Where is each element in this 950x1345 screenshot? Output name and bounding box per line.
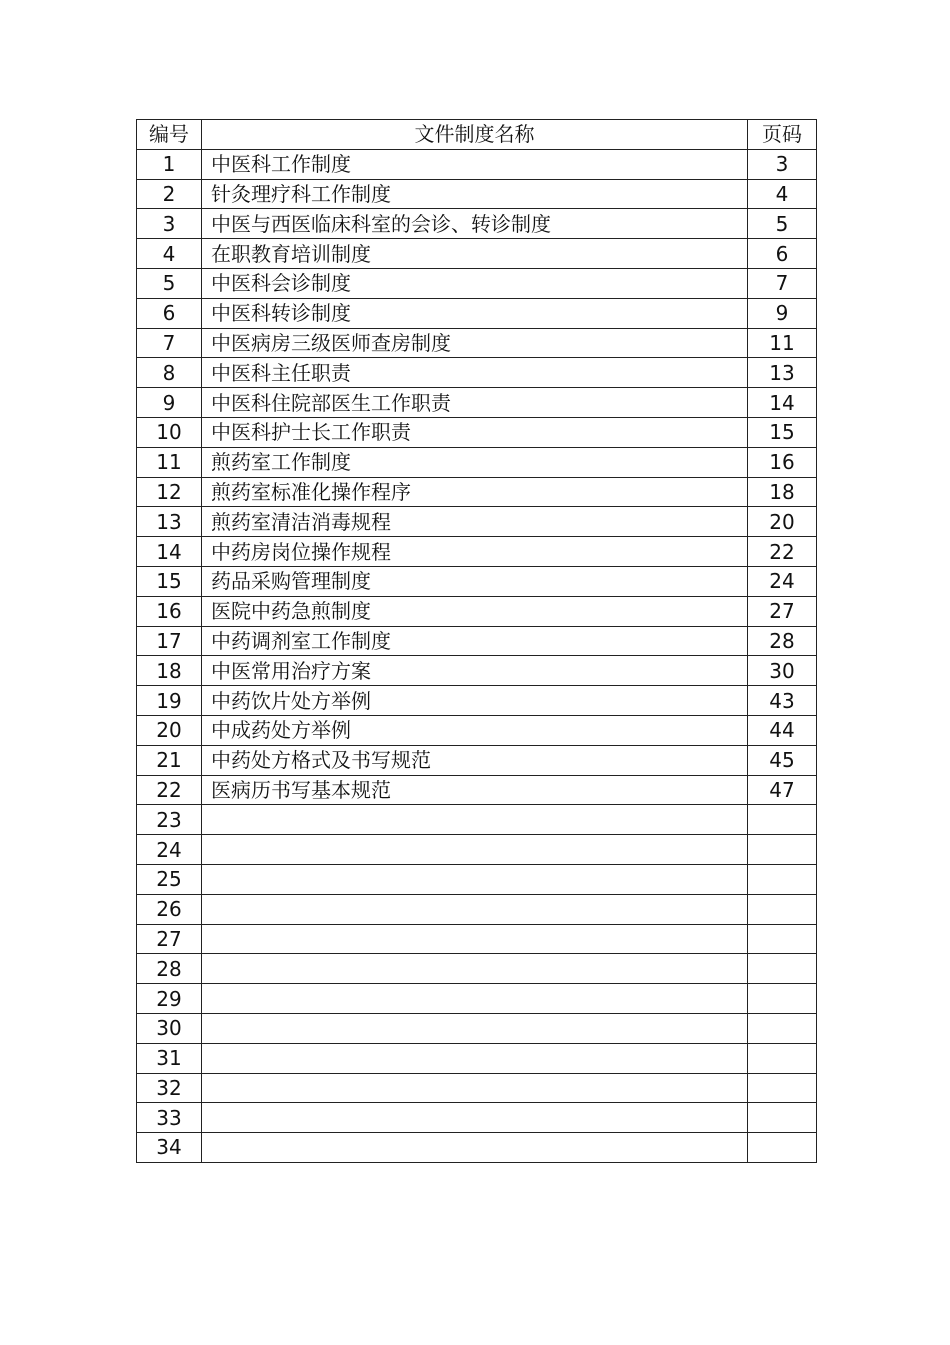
- row-number: 9: [137, 388, 202, 418]
- row-document-name: 中医科工作制度: [202, 149, 748, 179]
- table-row: [137, 1013, 817, 1043]
- row-document-name: [202, 954, 748, 984]
- row-page-number: [748, 805, 817, 835]
- row-page-number: 27: [748, 596, 817, 626]
- row-page-number: [748, 894, 817, 924]
- row-document-name: [202, 924, 748, 954]
- row-number: 31: [137, 1043, 202, 1073]
- table-row: [137, 596, 817, 626]
- row-number: 26: [137, 894, 202, 924]
- table-row: [137, 268, 817, 298]
- table-row: [137, 388, 817, 418]
- row-document-name: 药品采购管理制度: [202, 566, 748, 596]
- row-number: 3: [137, 209, 202, 239]
- row-page-number: 3: [748, 149, 817, 179]
- row-document-name: [202, 1043, 748, 1073]
- row-number: 20: [137, 715, 202, 745]
- row-page-number: 22: [748, 537, 817, 567]
- row-number: 21: [137, 745, 202, 775]
- row-page-number: 5: [748, 209, 817, 239]
- row-page-number: 4: [748, 179, 817, 209]
- row-document-name: [202, 1073, 748, 1103]
- row-number: 2: [137, 179, 202, 209]
- row-number: 33: [137, 1103, 202, 1133]
- row-document-name: 中药饮片处方举例: [202, 686, 748, 716]
- row-number: 19: [137, 686, 202, 716]
- row-document-name: 中药房岗位操作规程: [202, 537, 748, 567]
- row-page-number: [748, 864, 817, 894]
- row-number: 1: [137, 149, 202, 179]
- row-page-number: 43: [748, 686, 817, 716]
- table-row: [137, 805, 817, 835]
- table-row: [137, 537, 817, 567]
- row-document-name: 中医常用治疗方案: [202, 656, 748, 686]
- row-number: 15: [137, 566, 202, 596]
- row-number: 29: [137, 984, 202, 1014]
- table-row: [137, 298, 817, 328]
- row-page-number: 11: [748, 328, 817, 358]
- row-document-name: 煎药室标准化操作程序: [202, 477, 748, 507]
- table-row: [137, 745, 817, 775]
- row-number: 25: [137, 864, 202, 894]
- row-document-name: [202, 894, 748, 924]
- row-page-number: [748, 984, 817, 1014]
- table-row: [137, 954, 817, 984]
- row-number: 32: [137, 1073, 202, 1103]
- row-page-number: [748, 1133, 817, 1163]
- table-row: [137, 1073, 817, 1103]
- row-number: 16: [137, 596, 202, 626]
- row-number: 24: [137, 835, 202, 865]
- table-row: [137, 686, 817, 716]
- row-document-name: 中医科护士长工作职责: [202, 417, 748, 447]
- row-number: 14: [137, 537, 202, 567]
- table-row: [137, 656, 817, 686]
- row-page-number: 24: [748, 566, 817, 596]
- table-row: [137, 179, 817, 209]
- row-document-name: 在职教育培训制度: [202, 239, 748, 269]
- table-row: [137, 1133, 817, 1163]
- table-body: [137, 149, 817, 1162]
- row-number: 23: [137, 805, 202, 835]
- table-row: [137, 239, 817, 269]
- table-row: [137, 864, 817, 894]
- row-document-name: [202, 864, 748, 894]
- row-number: 13: [137, 507, 202, 537]
- row-number: 34: [137, 1133, 202, 1163]
- table-row: [137, 209, 817, 239]
- table-row: [137, 835, 817, 865]
- row-number: 18: [137, 656, 202, 686]
- row-document-name: 针灸理疗科工作制度: [202, 179, 748, 209]
- row-page-number: 18: [748, 477, 817, 507]
- row-page-number: [748, 1013, 817, 1043]
- row-number: 11: [137, 447, 202, 477]
- row-page-number: [748, 1103, 817, 1133]
- table-row: [137, 417, 817, 447]
- row-document-name: 中医科转诊制度: [202, 298, 748, 328]
- row-number: 6: [137, 298, 202, 328]
- row-page-number: 44: [748, 715, 817, 745]
- table-row: [137, 924, 817, 954]
- row-number: 8: [137, 358, 202, 388]
- row-document-name: 中医科主任职责: [202, 358, 748, 388]
- table-row: [137, 447, 817, 477]
- row-document-name: 中成药处方举例: [202, 715, 748, 745]
- row-page-number: 16: [748, 447, 817, 477]
- table-row: [137, 1043, 817, 1073]
- row-document-name: 中药处方格式及书写规范: [202, 745, 748, 775]
- table-row: [137, 894, 817, 924]
- table-row: [137, 1103, 817, 1133]
- row-document-name: 煎药室清洁消毒规程: [202, 507, 748, 537]
- row-page-number: 6: [748, 239, 817, 269]
- row-document-name: [202, 984, 748, 1014]
- row-document-name: [202, 1133, 748, 1163]
- table-row: [137, 328, 817, 358]
- row-document-name: 中医科住院部医生工作职责: [202, 388, 748, 418]
- row-number: 10: [137, 417, 202, 447]
- table-row: [137, 775, 817, 805]
- table-row: [137, 149, 817, 179]
- table-row: [137, 507, 817, 537]
- row-number: 12: [137, 477, 202, 507]
- row-document-name: 医院中药急煎制度: [202, 596, 748, 626]
- row-page-number: [748, 1043, 817, 1073]
- row-page-number: 7: [748, 268, 817, 298]
- row-document-name: 医病历书写基本规范: [202, 775, 748, 805]
- row-document-name: [202, 1013, 748, 1043]
- row-page-number: 20: [748, 507, 817, 537]
- row-document-name: [202, 805, 748, 835]
- row-document-name: [202, 1103, 748, 1133]
- table-row: [137, 626, 817, 656]
- row-page-number: 28: [748, 626, 817, 656]
- table-row: [137, 477, 817, 507]
- row-page-number: 9: [748, 298, 817, 328]
- row-page-number: 45: [748, 745, 817, 775]
- row-number: 27: [137, 924, 202, 954]
- row-number: 5: [137, 268, 202, 298]
- row-document-name: 中医与西医临床科室的会诊、转诊制度: [202, 209, 748, 239]
- row-page-number: 47: [748, 775, 817, 805]
- row-document-name: 中药调剂室工作制度: [202, 626, 748, 656]
- row-page-number: 30: [748, 656, 817, 686]
- table-row: [137, 984, 817, 1014]
- row-page-number: [748, 954, 817, 984]
- row-page-number: 15: [748, 417, 817, 447]
- row-document-name: 煎药室工作制度: [202, 447, 748, 477]
- toc-table: [136, 119, 817, 1163]
- row-page-number: 14: [748, 388, 817, 418]
- row-page-number: 13: [748, 358, 817, 388]
- row-document-name: [202, 835, 748, 865]
- table-row: [137, 358, 817, 388]
- row-document-name: 中医科会诊制度: [202, 268, 748, 298]
- row-page-number: [748, 924, 817, 954]
- row-number: 4: [137, 239, 202, 269]
- row-page-number: [748, 1073, 817, 1103]
- header-page: 页码: [748, 120, 817, 150]
- row-number: 30: [137, 1013, 202, 1043]
- header-document-name: 文件制度名称: [202, 120, 748, 150]
- row-number: 22: [137, 775, 202, 805]
- table-header-row: [137, 120, 817, 150]
- table-row: [137, 715, 817, 745]
- row-page-number: [748, 835, 817, 865]
- row-number: 17: [137, 626, 202, 656]
- table-row: [137, 566, 817, 596]
- header-number: 编号: [137, 120, 202, 150]
- row-document-name: 中医病房三级医师查房制度: [202, 328, 748, 358]
- row-number: 28: [137, 954, 202, 984]
- row-number: 7: [137, 328, 202, 358]
